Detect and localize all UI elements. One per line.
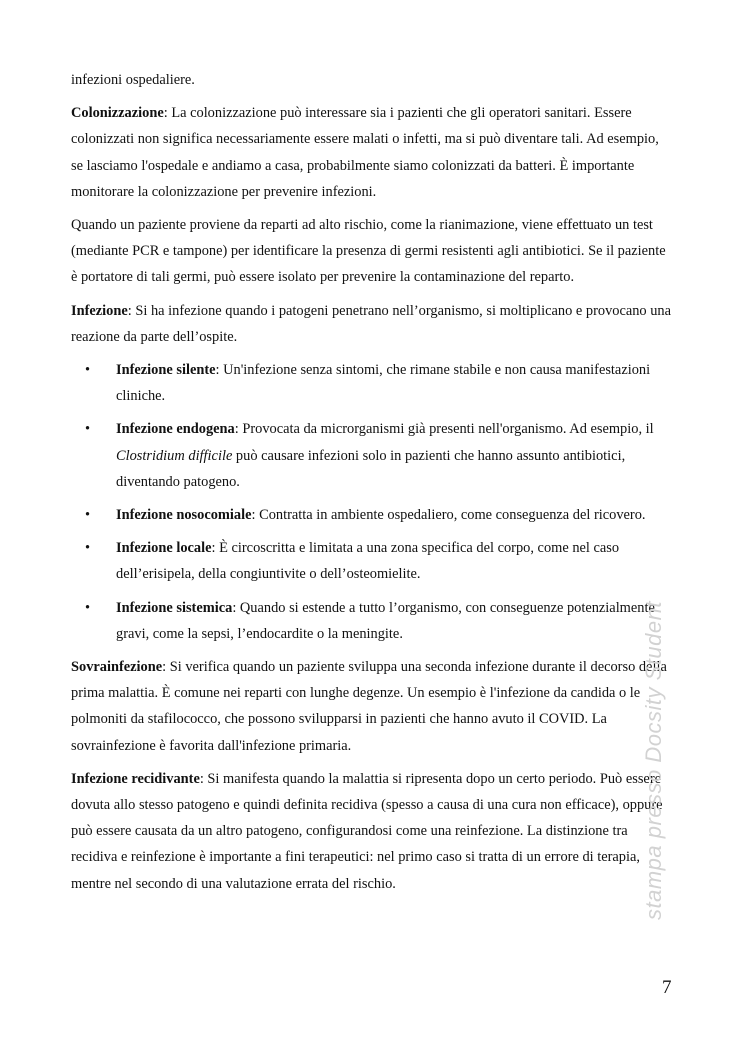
definition-recidivante: : Si manifesta quando la malattia si ripresenta dopo un certo periodo. Può essere dovuta allo stesso patogeno e quindi definita recidiva (spesso a causa di una cura non efficace), oppure può essere causata da un altro patogeno, configurandosi come una reinfezione. La distinzione tra recidiva e reinfezione è importante a fini terapeutici: nel primo caso si tratta di un errore di terapia, mentre nel secondo di una valutazione errata del rischio.	[71, 770, 663, 892]
paragraph-infezione	[71, 298, 673, 350]
paragraph-colonizzazione	[71, 100, 673, 205]
species-name: Clostridium difficile	[116, 447, 233, 464]
watermark: stampa presso Docsity Student	[641, 601, 666, 920]
term-endogena: Infezione endogena	[116, 421, 235, 438]
term-infezione: Infezione	[71, 302, 128, 319]
paragraph-rischio: Quando un paziente proviene da reparti ad alto rischio, come la rianimazione, viene effettuato un test (mediante PCR e tampone) per identificare la presenza di germi resistenti agli antibiotici. Se il paziente è portatore di tali germi, può essere isolato per prevenire la contaminazione del reparto.	[71, 217, 666, 286]
list-item	[71, 535, 673, 587]
bullet-icon: •	[85, 507, 91, 524]
term-sistemica: Infezione sistemica	[116, 599, 233, 616]
infection-types-list	[71, 357, 673, 647]
bullet-icon: •	[85, 540, 91, 557]
definition-infezione: : Si ha infezione quando i patogeni penetrano nell’organismo, si moltiplicano e provocano una reazione da parte dell’ospite.	[71, 302, 672, 345]
definition-sovrainfezione: : Si verifica quando un paziente sviluppa una seconda infezione durante il decorso della prima malattia. È comune nei reparti con lunghe degenze. Un esempio è l'infezione da candida o le polmoniti da stafilococco, che possono svilupparsi in pazienti che hanno avuto il COVID. La sovrainfezione è favorita dall'infezione primaria.	[71, 659, 667, 754]
definition-endogena-part2: può causare infezioni solo in pazienti che hanno assunto antibiotici, diventando patogeno.	[116, 447, 626, 490]
term-sovrainfezione: Sovrainfezione	[71, 659, 163, 676]
bullet-icon: •	[85, 599, 91, 616]
paragraph-recidivante	[71, 766, 673, 897]
term-recidivante: Infezione recidivante	[71, 770, 200, 787]
term-silente: Infezione silente	[116, 362, 216, 379]
definition-colonizzazione: : La colonizzazione può interessare sia i pazienti che gli operatori sanitari. Essere colonizzati non significa necessariamente essere malati o infetti, ma si può diventare tali. Ad esempio, se lasciamo l'ospedale e andiamo a casa, probabilmente siamo colonizzati da batteri. È importante monitorare la colonizzazione per prevenire infezioni.	[71, 105, 659, 200]
page-number: 7	[662, 977, 672, 998]
document-body	[71, 67, 673, 904]
definition-endogena-part1: : Provocata da microrganismi già presenti nell'organismo. Ad esempio, il	[234, 421, 654, 438]
paragraph-sovrainfezione	[71, 654, 673, 759]
list-item	[71, 416, 673, 495]
list-item	[71, 502, 673, 528]
list-item	[71, 595, 673, 647]
bullet-icon: •	[85, 421, 91, 438]
definition-nosocomiale: : Contratta in ambiente ospedaliero, come conseguenza del ricovero.	[251, 507, 646, 524]
term-nosocomiale: Infezione nosocomiale	[116, 507, 252, 524]
intro-line: infezioni ospedaliere.	[71, 72, 195, 88]
definition-silente: : Un'infezione senza sintomi, che rimane stabile e non causa manifestazioni cliniche.	[116, 362, 651, 405]
term-colonizzazione: Colonizzazione	[71, 105, 164, 122]
bullet-icon: •	[85, 362, 91, 379]
definition-sistemica: : Quando si estende a tutto l’organismo, con conseguenze potenzialmente gravi, come la sepsi, l’endocardite o la meningite.	[116, 599, 655, 642]
term-locale: Infezione locale	[116, 540, 212, 557]
list-item	[71, 357, 673, 409]
definition-locale: : È circoscritta e limitata a una zona specifica del corpo, come nel caso dell’erisipela, della congiuntivite o dell’osteomielite.	[116, 540, 620, 583]
